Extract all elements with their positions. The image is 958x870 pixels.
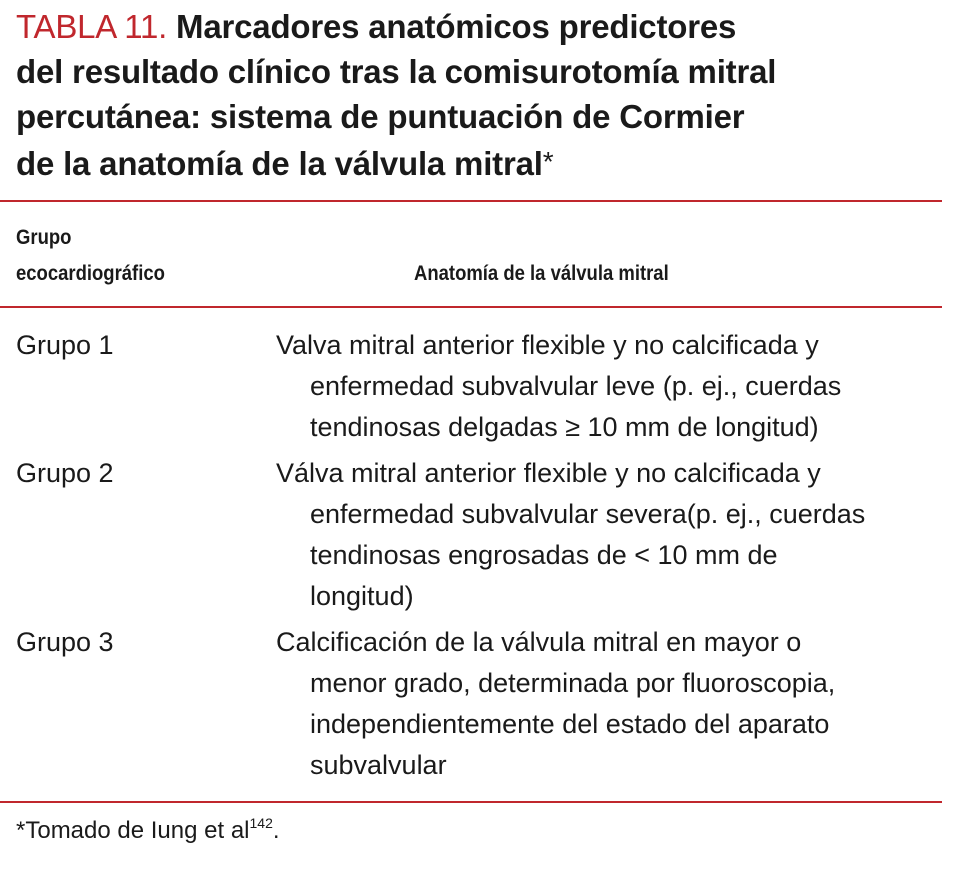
top-rule — [0, 200, 942, 202]
description-line: menor grado, determinada por fluoroscopia, — [310, 668, 836, 698]
description-line: longitud) — [310, 581, 414, 611]
row-description — [276, 622, 835, 786]
description-line: Válva mitral anterior flexible y no calcificada y — [276, 458, 821, 488]
description-line: Valva mitral anterior flexible y no calcificada y — [276, 330, 819, 360]
table-label: TABLA 11. — [16, 8, 168, 45]
description-line: enfermedad subvalvular leve (p. ej., cuerdas — [310, 371, 842, 401]
title-line-1: Marcadores anatómicos predictores — [176, 8, 737, 45]
footnote-text: *Tomado de Iung et al — [16, 817, 250, 844]
header-anatomy: Anatomía de la válvula mitral — [414, 262, 669, 285]
description-line: independientemente del estado del aparato — [310, 709, 830, 739]
header-rule — [0, 306, 942, 308]
title-line-2: del resultado clínico tras la comisurotomía mitral — [16, 53, 777, 90]
description-line: tendinosas engrosadas de < 10 mm de — [310, 540, 778, 570]
row-description — [276, 453, 865, 617]
row-description — [276, 325, 841, 448]
table-footnote — [16, 814, 280, 848]
bottom-rule — [0, 801, 942, 803]
footnote-end: . — [272, 817, 280, 844]
title-footnote-marker: * — [542, 146, 554, 177]
title-line-4: de la anatomía de la válvula mitral — [16, 145, 543, 182]
header-group-line-1: Grupo — [16, 226, 72, 249]
description-line: tendinosas delgadas ≥ 10 mm de longitud) — [310, 412, 819, 442]
header-group-line-2: ecocardiográfico — [16, 262, 165, 285]
title-line-3: percutánea: sistema de puntuación de Cormier — [16, 98, 745, 135]
row-group-label: Grupo 2 — [16, 458, 114, 488]
row-group-label: Grupo 3 — [16, 627, 114, 657]
description-line: Calcificación de la válvula mitral en mayor o — [276, 627, 802, 657]
description-line: subvalvular — [310, 750, 447, 780]
description-line: enfermedad subvalvular severa(p. ej., cuerdas — [310, 499, 866, 529]
row-group-label: Grupo 1 — [16, 330, 114, 360]
footnote-reference: 142 — [249, 815, 273, 831]
header-group — [16, 220, 218, 292]
table-title — [16, 4, 936, 186]
